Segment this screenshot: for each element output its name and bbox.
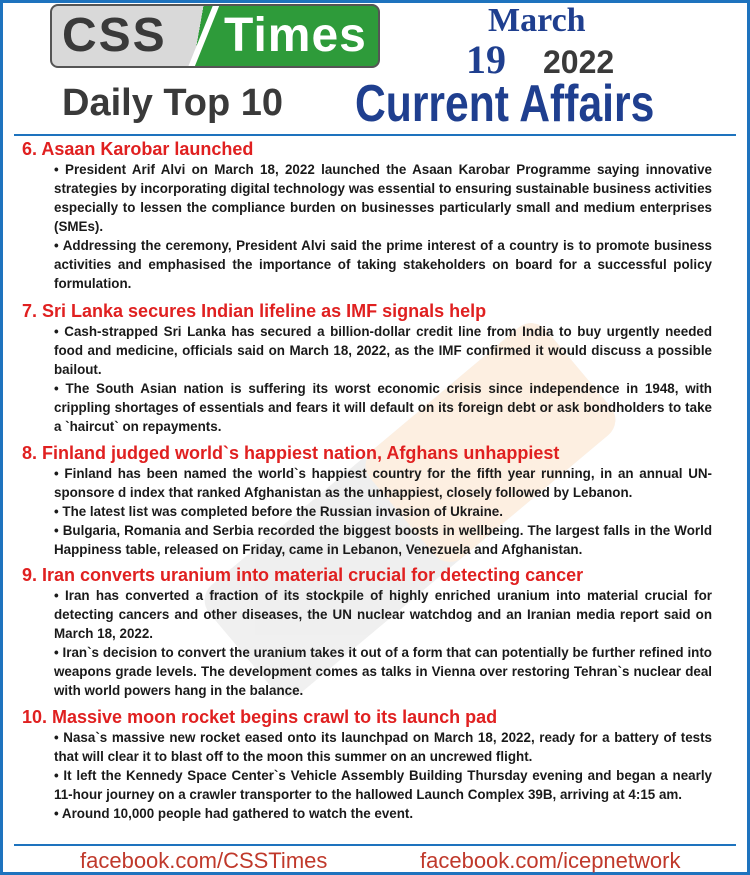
current-affairs-heading: Current Affairs <box>355 75 655 133</box>
header-divider <box>14 134 736 136</box>
news-section-10 <box>22 706 712 823</box>
css-times-logo <box>50 4 380 68</box>
section-title: 7. Sri Lanka secures Indian lifeline as IMF signals help <box>22 301 487 321</box>
news-section-6 <box>22 138 712 293</box>
date-year: 2022 <box>543 44 615 80</box>
daily-top-10-label: Daily Top 10 <box>62 82 284 124</box>
facebook-link-icepnetwork[interactable]: facebook.com/icepnetwork <box>420 848 681 873</box>
news-point: • Finland has been named the world`s happiest country for the fifth year running, in an annual UN-sponsore d index that ranked Afghanistan as the unhappiest, closely followed by Lebanon. <box>54 466 712 500</box>
date-day: 19 <box>466 37 506 82</box>
news-point: • Cash-strapped Sri Lanka has secured a billion-dollar credit line from India to buy urgently needed food and medicine, officials said on March 18, 2022, as the IMF confirmed it would discuss a possible bailout. <box>54 324 712 377</box>
news-section-7 <box>22 300 712 436</box>
section-title: 9. Iran converts uranium into material crucial for detecting cancer <box>22 565 584 585</box>
news-point: • The latest list was completed before the Russian invasion of Ukraine. <box>54 504 503 519</box>
news-point: • Addressing the ceremony, President Alvi said the prime interest of a country is to promote business activities and emphasised the importance of taking stakeholders on board for a successful policy formulation. <box>54 238 712 291</box>
logo-slash <box>186 4 220 68</box>
news-point: • President Arif Alvi on March 18, 2022 launched the Asaan Karobar Programme saying innovative strategies by incorporating digital technology was essential to ensuring sustainable business activities especially to lessen the compliance burden on businesses particularly small and medium enterprises (SMEs). <box>54 162 712 234</box>
section-title: 8. Finland judged world`s happiest nation, Afghans unhappiest <box>22 443 560 463</box>
news-point: • It left the Kennedy Space Center`s Vehicle Assembly Building Thursday evening and began a nearly 11-hour journey on a crawler transporter to the hallowed Launch Complex 39B, arriving at 4:15 am. <box>54 768 712 802</box>
news-point: • Bulgaria, Romania and Serbia recorded the biggest boosts in wellbeing. The largest falls in the World Happiness table, released on Friday, came in Lebanon, Venezuela and Afghanistan. <box>54 523 712 557</box>
news-section-9 <box>22 564 712 700</box>
date-month: March <box>488 2 586 39</box>
facebook-link-csstimes[interactable]: facebook.com/CSSTimes <box>80 848 328 873</box>
section-title: 10. Massive moon rocket begins crawl to its launch pad <box>22 707 498 727</box>
logo-times-text: Times <box>224 9 367 62</box>
news-point: • Around 10,000 people had gathered to watch the event. <box>54 806 414 821</box>
news-point: • Nasa`s massive new rocket eased onto its launchpad on March 18, 2022, ready for a battery of tests that will clear it to blast off to the moon this summer on an uncrewed flight. <box>54 730 712 764</box>
footer-divider <box>14 844 736 846</box>
news-point: • Iran`s decision to convert the uranium takes it out of a form that can potentially be further refined into weapons grade levels. The development comes as talks in Vienna over restoring Tehran`s nuclear deal with world powers hang in the balance. <box>54 645 712 698</box>
logo-css-text: CSS <box>62 9 167 62</box>
section-title: 6. Asaan Karobar launched <box>22 139 254 159</box>
news-point: • The South Asian nation is suffering its worst economic crisis since independence in 1948, with crippling shortages of essentials and fears it will default on its foreign debt or ask bondholders to take a `haircut` on repayments. <box>54 381 712 434</box>
news-section-8 <box>22 442 712 559</box>
news-point: • Iran has converted a fraction of its stockpile of highly enriched uranium into material crucial for detecting cancers and other diseases, the UN nuclear watchdog and an Iranian media report said on March 18, 2022. <box>54 588 712 641</box>
